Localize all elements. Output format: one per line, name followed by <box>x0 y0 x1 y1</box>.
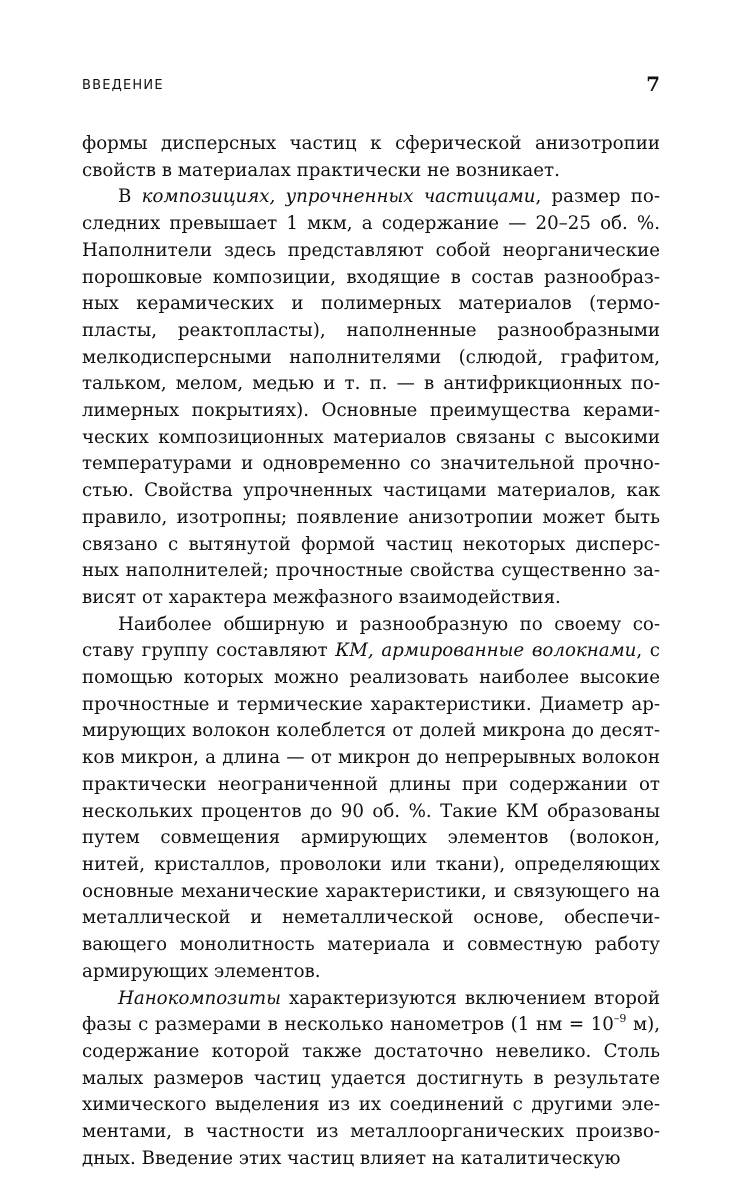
paragraph-4-text-a: характеризуются включением второй фазы с размерами в несколько нанометров (1 нм = 10 <box>82 987 660 1036</box>
paragraph-1-text: формы дисперсных частиц к сферической анизотропии свойств в материалах практически не возникает. <box>82 133 660 181</box>
paragraph-3-text: , с помощью которых можно реализовать наиболее высокие прочностные и термические характеристики. Диаметр армирующих волокон колеблется от долей микрона до десятков микрон, а длина — от микрон до непрерывных волокон практически неограниченной длины при содержании от нескольких процентов до 90 об. %. Такие КМ образованы путем совмещения армирующих элементов (волокон, нитей, кристаллов, проволоки или ткани), определяющих основные механические характеристики, и связующего на металлической и неметаллической основе, обеспечивающего монолитность материала и совместную работу армирующих элементов. <box>82 640 660 982</box>
paragraph-3-lead: Наиболее обширную и разнообразную по своему составу группу составляют <box>82 613 660 662</box>
paragraph-2-lead: В <box>118 186 142 208</box>
paragraph-4-text-b: м), содержание которой также достаточно невелико. Столь малых размеров частиц удается достигнуть в результате химического выделения из их соединений с другими элементами, в частности из металлоорганических производных. Введение этих частиц влияет на каталитическую <box>82 1014 661 1169</box>
body-text <box>82 131 660 1172</box>
page-number: 7 <box>646 72 660 96</box>
paragraph-2 <box>82 184 660 611</box>
paragraph-4 <box>82 986 660 1173</box>
paragraph-4-term: Нанокомпозиты <box>118 987 281 1009</box>
paragraph-4-exponent: –9 <box>613 1012 627 1026</box>
paragraph-3 <box>82 612 660 986</box>
running-head: ВВЕДЕНИЕ <box>82 78 164 93</box>
paragraph-2-text: , размер последних превышает 1 мкм, а содержание — 20–25 об. %. Наполнители здесь представляют собой неорганические порошковые композиции, входящие в состав разнообразных керамических и полимерных материалов (термопласты, реактопласты), наполненные разнообразными мелкодисперсными наполнителями (слюдой, графитом, тальком, мелом, медью и т. п. — в антифрикционных полимерных покрытиях). Основные преимущества керамических композиционных материалов связаны с высокими температурами и одновременно со значительной прочностью. Свойства упрочненных частицами материалов, как правило, изотропны; появление анизотропии может быть связано с вытянутой формой частиц некоторых дисперсных наполнителей; прочностные свойства существенно зависят от характера межфазного взаимодействия. <box>82 186 660 608</box>
page-header <box>82 72 660 100</box>
paragraph-1 <box>82 131 660 184</box>
paragraph-2-term: композициях, упрочненных частицами <box>141 186 536 208</box>
paragraph-3-term: КМ, армированные волокнами <box>335 640 637 662</box>
